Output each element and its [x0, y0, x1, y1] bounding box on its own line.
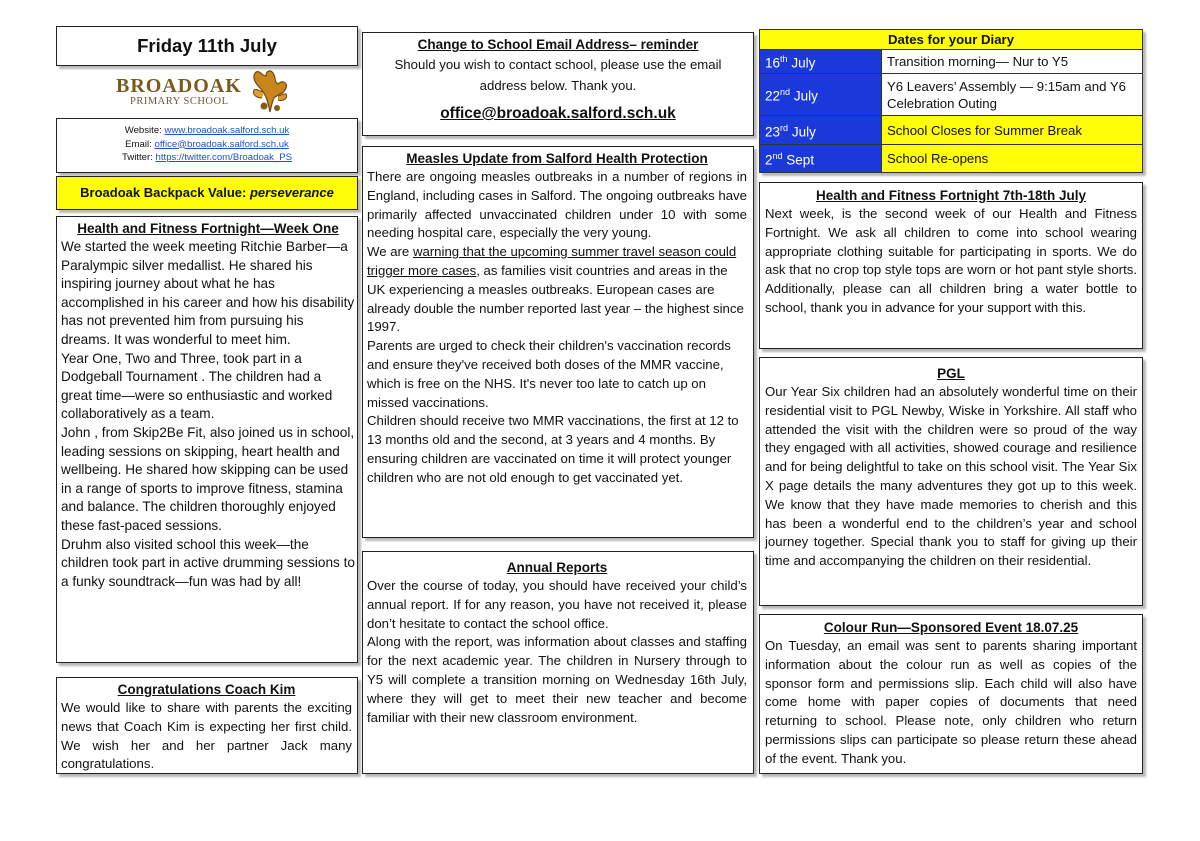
- hf-week-one-paragraph: We started the week meeting Ritchie Barber—a Paralympic silver medallist. He shared his inspiring journey about what he has accomplished in his career and how his disability has not prevented him from pursuing his dreams. It was wonderful to meet him.: [61, 239, 355, 347]
- diary-day: 16: [765, 55, 781, 71]
- diary-date: [760, 145, 882, 173]
- newsletter-date: Friday 11th July: [137, 35, 277, 56]
- diary-month: July: [793, 88, 818, 104]
- colour-run-section: [759, 614, 1143, 774]
- website-line: [57, 124, 357, 138]
- diary-month: Sept: [786, 152, 815, 168]
- diary-row: [760, 116, 1143, 145]
- newsletter-date-box: [56, 26, 358, 66]
- diary-event: Y6 Leavers’ Assembly — 9:15am and Y6 Celebration Outing: [882, 74, 1143, 116]
- coach-kim-text: We would like to share with parents the exciting news that Coach Kim is expecting her first child. We wish her and her partner Jack many congratulations.: [61, 700, 352, 772]
- backpack-label: Broadoak Backpack Value:: [80, 185, 247, 200]
- backpack-value-banner: [56, 176, 358, 210]
- diary-row: [760, 145, 1143, 173]
- diary-day-suffix: rd: [780, 122, 789, 133]
- website-label: Website:: [124, 125, 162, 136]
- colour-run-text: On Tuesday, an email was sent to parents sharing important information about the colour run as well as copies of the sponsor form and permissions slip. Each child will also have come home with paper copies of documents that need returning to school. Please note, only children who return permissions slips can participate so please return these ahead of the event. Thank you.: [765, 638, 1137, 766]
- twitter-line: [57, 151, 357, 165]
- diary-day: 22: [765, 88, 781, 104]
- measles-text: We are: [367, 244, 413, 260]
- email-change-text: Should you wish to contact school, please use the email address below. Thank you.: [394, 57, 722, 93]
- contact-info: [56, 118, 358, 173]
- diary-day-suffix: nd: [780, 87, 791, 98]
- backpack-value: perseverance: [249, 185, 334, 200]
- annual-reports-paragraph: Along with the report, was information about classes and staffing for the next academic year. The children in Nursery through to Y5 will complete a transition morning on Wednesday 16th July, where they will get to meet their new teacher and become familiar with their new classroom environment.: [367, 634, 747, 725]
- coach-kim-section: [56, 677, 358, 774]
- measles-update-section: [362, 146, 754, 538]
- measles-paragraph: There are ongoing measles outbreaks in a number of regions in England, including cases in Salford. The ongoing outbreaks have primarily affected unvaccinated children under 10 with some needing hospital care, especially the very young.: [367, 169, 747, 241]
- diary-day-suffix: nd: [772, 151, 783, 162]
- email-label: Email:: [125, 138, 152, 150]
- measles-paragraph: [367, 243, 747, 337]
- website-link[interactable]: www.broadoak.salford.sch.uk: [164, 125, 290, 136]
- twitter-label: Twitter:: [121, 152, 153, 163]
- twitter-link[interactable]: https://twitter.com/Broadoak_PS: [155, 152, 293, 163]
- diary-date: [760, 116, 882, 145]
- coach-kim-title: Congratulations Coach Kim: [117, 682, 296, 697]
- logo-subtitle: PRIMARY SCHOOL: [130, 96, 229, 107]
- hf-week-one-paragraph: Druhm also visited school this week—the children took part in active drumming sessions to a funky soundtrack—fun was had by all!: [61, 536, 355, 589]
- hf-fortnight-text: Next week, is the second week of our Health and Fitness Fortnight. We ask all children to come into school wearing appropriate clothing suitable for participating in sports. We do ask that no crop top style tops are worn or hot pant style shorts. Additionally, please can all children bring a water bottle to school, thank you in advance for your support with this.: [765, 206, 1137, 315]
- pgl-title: PGL: [937, 366, 965, 381]
- hf-week-one-section: [56, 216, 358, 663]
- diary-day-suffix: th: [780, 54, 788, 65]
- diary-event: School Closes for Summer Break: [882, 116, 1143, 145]
- email-change-section: [362, 32, 754, 136]
- email-change-title: Change to School Email Address– reminder: [417, 37, 699, 52]
- hf-week-one-paragraph: Year One, Two and Three, took part in a Dodgeball Tournament . The children had a great time—were so enthusiastic and worked collaboratively as a team.: [61, 350, 333, 422]
- annual-reports-title: Annual Reports: [506, 560, 608, 575]
- school-email-address[interactable]: office@broadoak.salford.sch.uk: [440, 105, 676, 122]
- diary-dates-table: [759, 29, 1143, 173]
- hf-fortnight-section: [759, 182, 1143, 349]
- diary-event: Transition morning— Nur to Y5: [882, 50, 1143, 74]
- diary-day: 23: [765, 124, 781, 140]
- pgl-text: Our Year Six children had an absolutely wonderful time on their residential visit to PGL Newby, Wiske in Yorkshire. All staff who attended the visit with the children were so proud of the way they engaged with all activities, showed courage and resilience and for being delightful to take on this school visit. The Year Six X page details the many adventures they got up to this week. We know that they have made memories to cherish and this has been a wonderful end to the children’s year and school journey together. Special thank you to staff for giving up their time and accompanying the children on their residential.: [765, 384, 1137, 569]
- diary-event: School Re-opens: [882, 145, 1143, 173]
- measles-paragraph: Children should receive two MMR vaccinations, the first at 12 to 13 months old and the second, at 3 years and 4 months. By ensuring children are vaccinated on time it will protect younger children who are not old enough to get vaccinated yet.: [367, 413, 739, 485]
- colour-run-title: Colour Run—Sponsored Event 18.07.25: [823, 620, 1079, 635]
- diary-row: [760, 74, 1143, 116]
- hf-week-one-title: Health and Fitness Fortnight—Week One: [77, 221, 339, 236]
- annual-reports-section: [362, 551, 754, 774]
- diary-row: [760, 50, 1143, 74]
- measles-text: , as families visit countries and areas in the UK experiencing a measles outbreaks. European cases are already double the number reported last year – the highest since 1997.: [367, 262, 744, 335]
- diary-day: 2: [765, 152, 773, 168]
- diary-month: July: [791, 55, 816, 71]
- diary-date: [760, 50, 882, 74]
- diary-month: July: [791, 124, 816, 140]
- oak-leaf-icon: [248, 68, 292, 114]
- logo-name: BROADOAK: [116, 75, 242, 97]
- hf-fortnight-title: Health and Fitness Fortnight 7th-18th July: [815, 188, 1087, 203]
- diary-title: Dates for your Diary: [760, 30, 1143, 50]
- email-link[interactable]: office@broadoak.salford.sch.uk: [154, 138, 289, 150]
- measles-title: Measles Update from Salford Health Protection: [406, 151, 708, 166]
- email-line: [57, 138, 357, 152]
- hf-week-one-paragraph: John , from Skip2Be Fit, also joined us in school, leading sessions on skipping, heart health and wellbeing. He shared how skipping can be used in a range of sports to improve fitness, stamina and balance. The children thoroughly enjoyed these fast-paced sessions.: [61, 424, 355, 533]
- measles-warning-text: warning that the upcoming summer travel season could trigger more cases: [367, 244, 737, 278]
- measles-paragraph: Parents are urged to check their children's vaccination records and ensure they've received both doses of the MMR vaccine, which is free on the NHS. It's never too late to catch up on missed vaccinations.: [367, 338, 731, 410]
- annual-reports-paragraph: Over the course of today, you should have received your child’s annual report. If for any reason, you have not received it, please don’t hesitate to contact the school office.: [367, 578, 747, 631]
- pgl-section: [759, 357, 1143, 606]
- school-logo: [112, 68, 292, 114]
- diary-date: [760, 74, 882, 116]
